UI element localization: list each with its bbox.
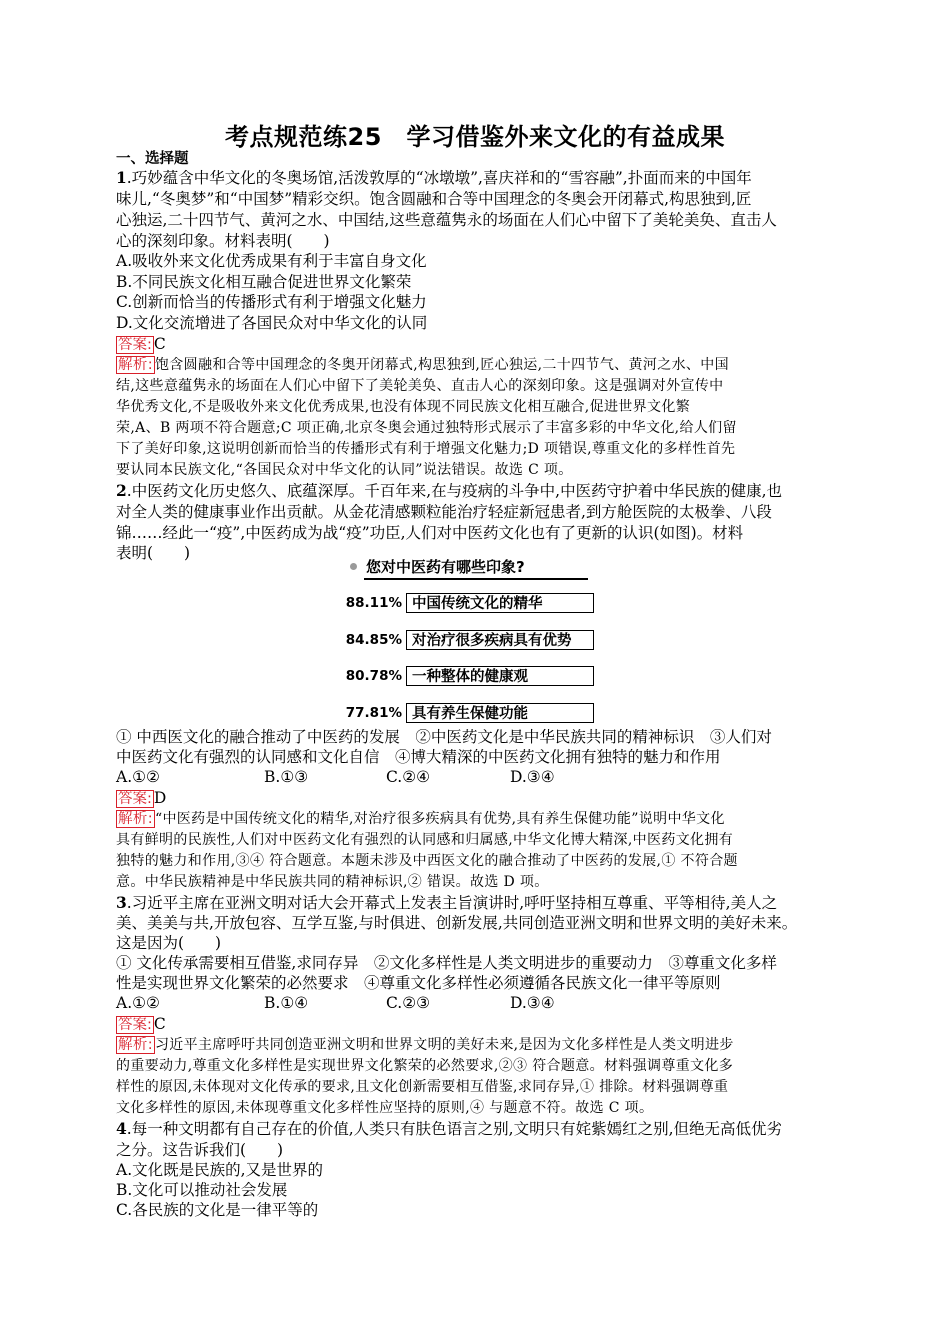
q2-option-c: C.②④ xyxy=(386,768,431,786)
q3-statement-line: ① 文化传承需要相互借鉴,求同存异 ②文化多样性是人类文明进步的重要动力 ③尊重文化多样 xyxy=(116,954,777,972)
q3-statement-line: 性是实现世界文化繁荣的必然要求 ④尊重文化多样性必须遵循各民族文化一律平等原则 xyxy=(116,974,721,992)
q1-stem-line: 味儿,“冬奥梦”和“中国梦”精彩交织。饱含圆融和合等中国理念的冬奥会开闭幕式,构思独到,匠 xyxy=(116,190,752,208)
q3-analysis-line: 解析: 习近平主席呼吁共同创造亚洲文明和世界文明的美好未来,是因为文化多样性是人类文明进步 xyxy=(118,1037,734,1053)
q1-option-a: A.吸收外来文化优秀成果有利于丰富自身文化 xyxy=(116,252,427,270)
survey-row xyxy=(340,666,600,688)
q4-option-b: B.文化可以推动社会发展 xyxy=(116,1181,288,1199)
q2-stem-line: 锦……经此一“疫”,中医药成为战“疫”功臣,人们对中医药文化也有了更新的认识(如图)。材料 xyxy=(116,524,744,542)
q1-option-b: B.不同民族文化相互融合促进世界文化繁荣 xyxy=(116,273,412,291)
survey-figure xyxy=(340,556,610,726)
q2-stem-line: 2.中医药文化历史悠久、底蕴深厚。千百年来,在与疫病的斗争中,中医药守护着中华民族的健康,也 xyxy=(116,481,783,500)
q3-stem-line: 这是因为( ) xyxy=(116,934,222,952)
q1-option-d: D.文化交流增进了各国民众对中华文化的认同 xyxy=(116,314,428,332)
answer-label: 答案: xyxy=(118,1017,152,1033)
survey-label-box: 中国传统文化的精华 xyxy=(406,593,594,613)
q2-number: 2 xyxy=(116,481,127,500)
answer-label: 答案: xyxy=(118,337,152,353)
q1-analysis-line: 荣,A、B 两项不符合题意;C 项正确,北京冬奥会通过独特形式展示了丰富多彩的中华文化,给人们留 xyxy=(116,420,737,436)
q3-stem-line: 美、美美与共,开放包容、互学互鉴,与时俱进、创新发展,共同创造亚洲文明和世界文明的美好未来。 xyxy=(116,914,798,932)
survey-title-underline xyxy=(364,578,588,580)
q3-analysis-line: 文化多样性的原因,未体现尊重文化多样性应坚持的原则,④ 与题意不符。故选 C 项。 xyxy=(116,1100,654,1116)
survey-row xyxy=(340,593,600,615)
survey-label-box: 具有养生保健功能 xyxy=(406,703,594,723)
q1-stem-line: 心的深刻印象。材料表明( ) xyxy=(116,232,330,250)
q3-option-c: C.②③ xyxy=(386,994,431,1012)
survey-label-box: 对治疗很多疾病具有优势 xyxy=(406,630,594,650)
survey-row xyxy=(340,703,600,725)
q4-number: 4 xyxy=(116,1119,127,1138)
bullet-dot-icon xyxy=(350,563,357,570)
section-heading: 一、选择题 xyxy=(116,151,189,167)
q1-analysis-line: 解析: 饱含圆融和合等中国理念的冬奥开闭幕式,构思独到,匠心独运,二十四节气、黄河之水、中国 xyxy=(118,357,729,373)
q2-statement-line: 中医药文化有强烈的认同感和文化自信 ④博大精深的中医药文化拥有独特的魅力和作用 xyxy=(116,748,721,766)
survey-percent: 84.85% xyxy=(345,632,402,648)
q3-analysis-line: 样性的原因,未体现对文化传承的要求,且文化创新需要相互借鉴,求同存异,① 排除。材料强调尊重 xyxy=(116,1079,729,1095)
page-title: 考点规范练25 学习借鉴外来文化的有益成果 xyxy=(225,123,725,151)
q2-option-a: A.①② xyxy=(116,768,160,786)
q1-analysis-line: 下了美好印象,这说明创新而恰当的传播形式有利于增强文化魅力;D 项错误,尊重文化的多样性首先 xyxy=(116,441,736,457)
q2-analysis-line: 解析: “中医药是中国传统文化的精华,对治疗很多疾病具有优势,具有养生保健功能”说明中华文化 xyxy=(118,811,725,827)
q1-analysis-line: 要认同本民族文化,“各国民众对中华文化的认同”说法错误。故选 C 项。 xyxy=(116,462,573,478)
q2-statement-line: ① 中西医文化的融合推动了中医药的发展 ②中医药文化是中华民族共同的精神标识 ③人们对 xyxy=(116,728,772,746)
q4-option-c: C.各民族的文化是一律平等的 xyxy=(116,1201,319,1219)
survey-percent: 80.78% xyxy=(345,668,402,684)
q3-answer: 答案: C xyxy=(118,1015,166,1033)
q2-stem-line: 表明( ) xyxy=(116,544,191,562)
q2-answer: 答案: D xyxy=(118,789,167,807)
q1-answer: 答案: C xyxy=(118,335,166,353)
q1-stem-line: 心独运,二十四节气、黄河之水、中国结,这些意蕴隽永的场面在人们心中留下了美轮美奂、直击人 xyxy=(116,211,777,229)
q2-stem-line: 对全人类的健康事业作出贡献。从金花清感颗粒能治疗轻症新冠患者,到方舱医院的太极拳、八段 xyxy=(116,503,772,521)
q3-stem-line: 3.习近平主席在亚洲文明对话大会开幕式上发表主旨演讲时,呼吁坚持相互尊重、平等相待,美人之 xyxy=(116,893,778,912)
survey-row xyxy=(340,630,600,652)
q2-analysis-line: 具有鲜明的民族性,人们对中医药文化有强烈的认同感和归属感,中华文化博大精深,中医药文化拥有 xyxy=(116,832,734,848)
q4-stem-line: 4.每一种文明都有自己存在的价值,人类只有肤色语言之别,文明只有姹紫嫣红之别,但绝无高低优劣 xyxy=(116,1119,783,1138)
q1-number: 1 xyxy=(116,168,127,187)
survey-title: 您对中医药有哪些印象? xyxy=(366,558,525,576)
q2-option-d: D.③④ xyxy=(510,768,555,786)
q3-option-d: D.③④ xyxy=(510,994,555,1012)
survey-label-box: 一种整体的健康观 xyxy=(406,666,594,686)
q3-analysis-line: 的重要动力,尊重文化多样性是实现世界文化繁荣的必然要求,②③ 符合题意。材料强调尊重文化多 xyxy=(116,1058,734,1074)
q4-option-a: A.文化既是民族的,又是世界的 xyxy=(116,1161,324,1179)
q1-stem-line: 1.巧妙蕴含中华文化的冬奥场馆,活泼敦厚的“冰墩墩”,喜庆祥和的“雪容融”,扑面而来的中国年 xyxy=(116,168,752,187)
q3-option-b: B.①④ xyxy=(264,994,309,1012)
q3-option-a: A.①② xyxy=(116,994,160,1012)
q2-analysis-line: 意。中华民族精神是中华民族共同的精神标识,② 错误。故选 D 项。 xyxy=(116,874,549,890)
analysis-label: 解析: xyxy=(118,1037,153,1053)
answer-label: 答案: xyxy=(118,791,152,807)
q2-option-b: B.①③ xyxy=(264,768,309,786)
analysis-label: 解析: xyxy=(118,811,153,827)
q4-stem-line: 之分。这告诉我们( ) xyxy=(116,1141,284,1159)
q1-analysis-line: 华优秀文化,不是吸收外来文化优秀成果,也没有体现不同民族文化相互融合,促进世界文化繁 xyxy=(116,399,691,415)
q2-analysis-line: 独特的魅力和作用,③④ 符合题意。本题未涉及中西医文化的融合推动了中医药的发展,① 不符合题 xyxy=(116,853,738,869)
q1-option-c: C.创新而恰当的传播形式有利于增强文化魅力 xyxy=(116,293,427,311)
analysis-label: 解析: xyxy=(118,357,153,373)
survey-percent: 88.11% xyxy=(345,595,402,611)
q1-analysis-line: 结,这些意蕴隽永的场面在人们心中留下了美轮美奂、直击人心的深刻印象。这是强调对外宣传中 xyxy=(116,378,724,394)
survey-percent: 77.81% xyxy=(345,705,402,721)
q3-number: 3 xyxy=(116,893,127,912)
